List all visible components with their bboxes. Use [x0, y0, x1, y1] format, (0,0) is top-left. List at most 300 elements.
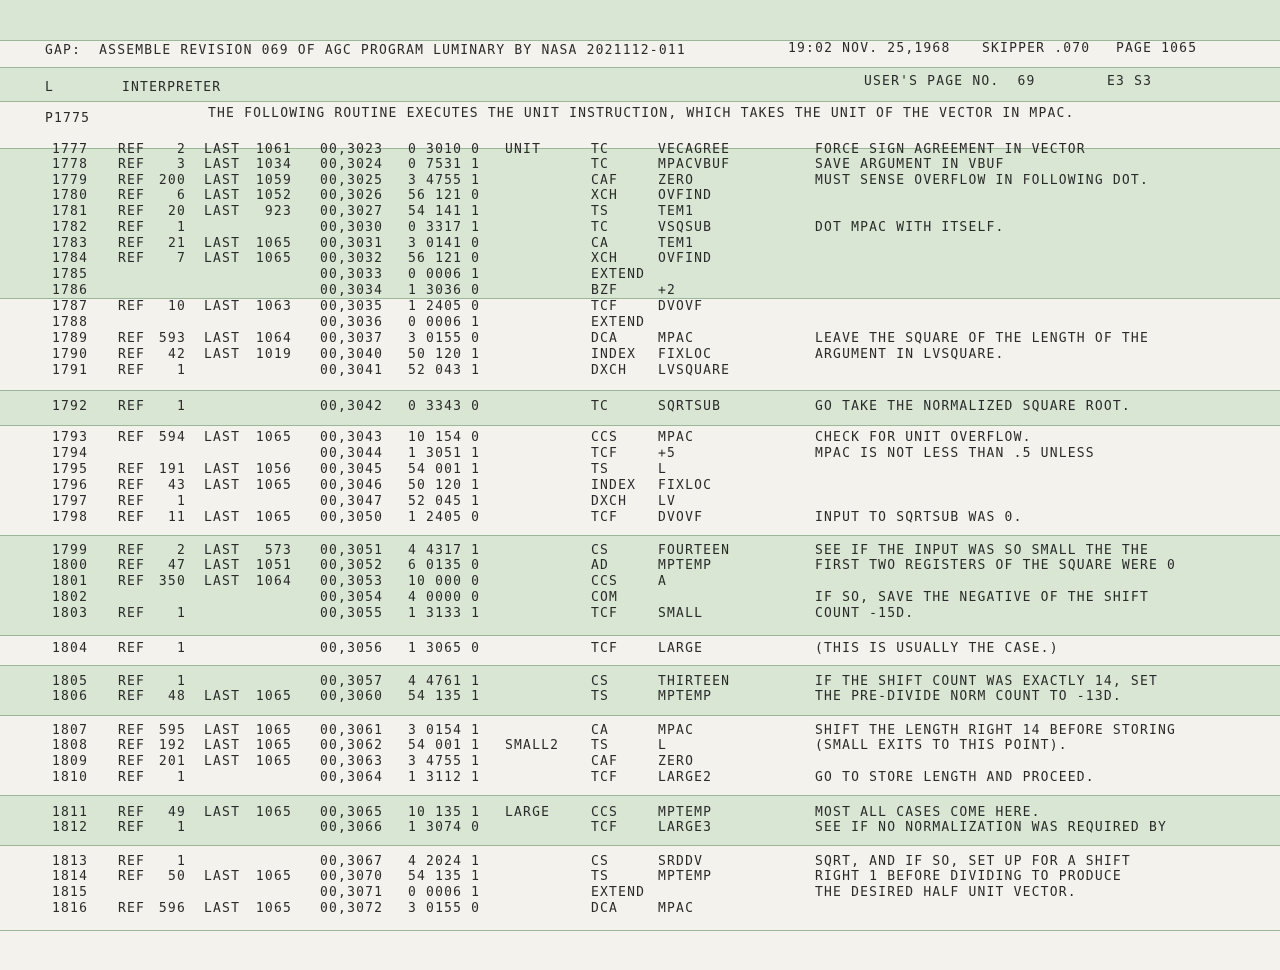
row-op: DCA — [591, 901, 619, 916]
row-line: 1796 — [52, 478, 89, 493]
row-ref: REF — [118, 331, 146, 346]
header-title: GAP: ASSEMBLE REVISION 069 OF AGC PROGRAM LUMINARY BY NASA 2021112-011 — [45, 43, 686, 58]
row-lastn: 1056 — [255, 462, 292, 477]
row-operand: LARGE — [658, 641, 704, 656]
row-n: 192 — [158, 738, 186, 753]
row-line: 1810 — [52, 770, 89, 785]
row-op: TS — [591, 204, 610, 219]
row-last: LAST — [204, 574, 241, 589]
row-op: TCF — [591, 299, 619, 314]
users-page-number: USER'S PAGE NO. 69 — [864, 74, 1036, 89]
row-label: UNIT — [505, 142, 542, 157]
row-operand: MPTEMP — [658, 689, 713, 704]
row-code: 1 2405 0 — [408, 510, 481, 525]
row-last: LAST — [204, 331, 241, 346]
row-ref: REF — [118, 723, 146, 738]
row-op: TCF — [591, 606, 619, 621]
row-lastn: 1034 — [255, 157, 292, 172]
row-operand: DVOVF — [658, 299, 704, 314]
row-last: LAST — [204, 510, 241, 525]
row-operand: MPTEMP — [658, 805, 713, 820]
row-lastn: 1065 — [255, 805, 292, 820]
row-comment: ARGUMENT IN LVSQUARE. — [815, 347, 1005, 362]
row-op: EXTEND — [591, 267, 646, 282]
row-line: 1791 — [52, 363, 89, 378]
listing-row — [0, 606, 1280, 622]
row-operand: FIXLOC — [658, 478, 713, 493]
row-op: CAF — [591, 754, 619, 769]
row-operand: LV — [658, 494, 677, 509]
row-code: 1 3074 0 — [408, 820, 481, 835]
row-lastn: 1061 — [255, 142, 292, 157]
row-addr: 00,3044 — [320, 446, 384, 461]
row-line: 1786 — [52, 283, 89, 298]
row-comment: SEE IF NO NORMALIZATION WAS REQUIRED BY — [815, 820, 1168, 835]
row-n: 1 — [176, 641, 186, 656]
row-line: 1782 — [52, 220, 89, 235]
header-datetime: 19:02 NOV. 25,1968 — [788, 41, 951, 56]
row-n: 1 — [176, 674, 186, 689]
row-operand: MPTEMP — [658, 869, 713, 884]
row-last: LAST — [204, 251, 241, 266]
row-line: 1778 — [52, 157, 89, 172]
row-comment: CHECK FOR UNIT OVERFLOW. — [815, 430, 1032, 445]
row-comment: DOT MPAC WITH ITSELF. — [815, 220, 1005, 235]
row-last: LAST — [204, 157, 241, 172]
row-addr: 00,3056 — [320, 641, 384, 656]
row-addr: 00,3046 — [320, 478, 384, 493]
row-n: 6 — [176, 188, 186, 203]
row-op: CS — [591, 854, 610, 869]
row-comment: INPUT TO SQRTSUB WAS 0. — [815, 510, 1023, 525]
row-addr: 00,3065 — [320, 805, 384, 820]
row-lastn: 1051 — [255, 558, 292, 573]
listing-row — [0, 220, 1280, 236]
row-ref: REF — [118, 251, 146, 266]
row-line: 1788 — [52, 315, 89, 330]
row-n: 595 — [158, 723, 186, 738]
row-comment: SAVE ARGUMENT IN VBUF — [815, 157, 1005, 172]
row-code: 4 4761 1 — [408, 674, 481, 689]
row-n: 350 — [158, 574, 186, 589]
row-line: 1813 — [52, 854, 89, 869]
row-comment: IF SO, SAVE THE NEGATIVE OF THE SHIFT — [815, 590, 1149, 605]
row-ref: REF — [118, 462, 146, 477]
row-line: 1798 — [52, 510, 89, 525]
listing-row — [0, 641, 1280, 657]
row-op: COM — [591, 590, 619, 605]
row-code: 0 0006 1 — [408, 885, 481, 900]
row-ref: REF — [118, 606, 146, 621]
row-addr: 00,3067 — [320, 854, 384, 869]
row-code: 54 001 1 — [408, 738, 481, 753]
row-ref: REF — [118, 543, 146, 558]
row-operand: ZERO — [658, 754, 695, 769]
row-comment: (SMALL EXITS TO THIS POINT). — [815, 738, 1068, 753]
row-operand: MPAC — [658, 331, 695, 346]
row-lastn: 1063 — [255, 299, 292, 314]
row-line: 1802 — [52, 590, 89, 605]
row-op: TS — [591, 689, 610, 704]
listing-row — [0, 142, 1280, 158]
row-addr: 00,3042 — [320, 399, 384, 414]
row-ref: REF — [118, 689, 146, 704]
row-line: 1815 — [52, 885, 89, 900]
row-line: 1792 — [52, 399, 89, 414]
row-operand: SMALL — [658, 606, 704, 621]
listing-row — [0, 157, 1280, 173]
row-op: CCS — [591, 805, 619, 820]
row-op: TCF — [591, 770, 619, 785]
row-code: 1 3112 1 — [408, 770, 481, 785]
row-comment: MUST SENSE OVERFLOW IN FOLLOWING DOT. — [815, 173, 1149, 188]
row-lastn: 923 — [264, 204, 292, 219]
row-code: 4 0000 0 — [408, 590, 481, 605]
row-n: 1 — [176, 770, 186, 785]
row-op: DCA — [591, 331, 619, 346]
row-code: 1 3036 0 — [408, 283, 481, 298]
row-addr: 00,3047 — [320, 494, 384, 509]
row-last: LAST — [204, 558, 241, 573]
row-ref: REF — [118, 805, 146, 820]
row-addr: 00,3045 — [320, 462, 384, 477]
row-line: 1808 — [52, 738, 89, 753]
row-last: LAST — [204, 347, 241, 362]
row-comment: THE PRE-DIVIDE NORM COUNT TO -13D. — [815, 689, 1122, 704]
row-addr: 00,3061 — [320, 723, 384, 738]
row-lastn: 1059 — [255, 173, 292, 188]
row-ref: REF — [118, 820, 146, 835]
row-op: TS — [591, 738, 610, 753]
row-code: 0 0006 1 — [408, 267, 481, 282]
row-line: 1790 — [52, 347, 89, 362]
listing-row — [0, 315, 1280, 331]
row-lastn: 1019 — [255, 347, 292, 362]
row-ref: REF — [118, 478, 146, 493]
row-operand: MPAC — [658, 723, 695, 738]
row-n: 43 — [167, 478, 186, 493]
row-ref: REF — [118, 510, 146, 525]
row-line: 1781 — [52, 204, 89, 219]
row-op: INDEX — [591, 478, 637, 493]
row-n: 1 — [176, 399, 186, 414]
row-ref: REF — [118, 188, 146, 203]
row-op: CCS — [591, 430, 619, 445]
row-code: 6 0135 0 — [408, 558, 481, 573]
row-addr: 00,3054 — [320, 590, 384, 605]
row-code: 3 0155 0 — [408, 331, 481, 346]
listing-row — [0, 869, 1280, 885]
row-n: 21 — [167, 236, 186, 251]
row-comment: FIRST TWO REGISTERS OF THE SQUARE WERE 0 — [815, 558, 1177, 573]
row-lastn: 573 — [264, 543, 292, 558]
row-ref: REF — [118, 641, 146, 656]
row-last: LAST — [204, 188, 241, 203]
row-n: 42 — [167, 347, 186, 362]
listing-row — [0, 347, 1280, 363]
listing-row — [0, 805, 1280, 821]
row-operand: MPACVBUF — [658, 157, 731, 172]
row-line: 1784 — [52, 251, 89, 266]
row-operand: LARGE3 — [658, 820, 713, 835]
listing-row — [0, 558, 1280, 574]
row-ref: REF — [118, 901, 146, 916]
row-addr: 00,3064 — [320, 770, 384, 785]
row-ref: REF — [118, 220, 146, 235]
row-addr: 00,3033 — [320, 267, 384, 282]
row-code: 3 0154 1 — [408, 723, 481, 738]
listing-row — [0, 251, 1280, 267]
row-line: 1811 — [52, 805, 89, 820]
row-ref: REF — [118, 363, 146, 378]
row-op: DXCH — [591, 494, 628, 509]
row-lastn: 1064 — [255, 331, 292, 346]
row-operand: L — [658, 738, 668, 753]
row-addr: 00,3050 — [320, 510, 384, 525]
row-lastn: 1064 — [255, 574, 292, 589]
row-addr: 00,3053 — [320, 574, 384, 589]
row-line: 1807 — [52, 723, 89, 738]
row-code: 3 0141 0 — [408, 236, 481, 251]
row-line: 1814 — [52, 869, 89, 884]
row-line: 1777 — [52, 142, 89, 157]
row-comment: GO TAKE THE NORMALIZED SQUARE ROOT. — [815, 399, 1131, 414]
row-ref: REF — [118, 236, 146, 251]
listing-row — [0, 674, 1280, 690]
row-operand: VSQSUB — [658, 220, 713, 235]
section-name: INTERPRETER — [122, 80, 222, 95]
row-last: LAST — [204, 173, 241, 188]
row-op: TC — [591, 220, 610, 235]
row-last: LAST — [204, 689, 241, 704]
listing-row — [0, 754, 1280, 770]
row-ref: REF — [118, 738, 146, 753]
row-code: 10 135 1 — [408, 805, 481, 820]
row-last: LAST — [204, 754, 241, 769]
listing-row — [0, 885, 1280, 901]
listing-row — [0, 543, 1280, 559]
row-code: 0 0006 1 — [408, 315, 481, 330]
listing-row — [0, 363, 1280, 379]
row-operand: OVFIND — [658, 251, 713, 266]
row-n: 50 — [167, 869, 186, 884]
listing-row — [0, 689, 1280, 705]
row-addr: 00,3063 — [320, 754, 384, 769]
row-ref: REF — [118, 347, 146, 362]
row-n: 201 — [158, 754, 186, 769]
row-n: 1 — [176, 854, 186, 869]
row-lastn: 1065 — [255, 430, 292, 445]
row-last: LAST — [204, 805, 241, 820]
row-ref: REF — [118, 674, 146, 689]
row-comment: SEE IF THE INPUT WAS SO SMALL THE THE — [815, 543, 1149, 558]
row-operand: LARGE2 — [658, 770, 713, 785]
listing-row — [0, 854, 1280, 870]
row-op: CAF — [591, 173, 619, 188]
listing-row — [0, 188, 1280, 204]
row-op: TC — [591, 399, 610, 414]
row-lastn: 1065 — [255, 251, 292, 266]
row-comment: (THIS IS USUALLY THE CASE.) — [815, 641, 1059, 656]
row-line: 1779 — [52, 173, 89, 188]
row-op: TC — [591, 157, 610, 172]
row-last: LAST — [204, 142, 241, 157]
row-n: 11 — [167, 510, 186, 525]
listing-row — [0, 173, 1280, 189]
row-op: XCH — [591, 188, 619, 203]
row-operand: THIRTEEN — [658, 674, 731, 689]
row-op: TS — [591, 462, 610, 477]
row-line: 1793 — [52, 430, 89, 445]
row-line: 1804 — [52, 641, 89, 656]
row-comment: SHIFT THE LENGTH RIGHT 14 BEFORE STORING — [815, 723, 1177, 738]
row-comment: COUNT -15D. — [815, 606, 915, 621]
row-code: 0 7531 1 — [408, 157, 481, 172]
row-last: LAST — [204, 430, 241, 445]
row-label: LARGE — [505, 805, 551, 820]
row-code: 50 120 1 — [408, 347, 481, 362]
row-addr: 00,3051 — [320, 543, 384, 558]
row-addr: 00,3024 — [320, 157, 384, 172]
listing-row — [0, 478, 1280, 494]
row-last: LAST — [204, 236, 241, 251]
listing-row — [0, 399, 1280, 415]
row-ref: REF — [118, 558, 146, 573]
listing-row — [0, 574, 1280, 590]
row-lastn: 1065 — [255, 689, 292, 704]
row-n: 47 — [167, 558, 186, 573]
row-operand: DVOVF — [658, 510, 704, 525]
row-code: 56 121 0 — [408, 188, 481, 203]
row-n: 20 — [167, 204, 186, 219]
row-code: 10 154 0 — [408, 430, 481, 445]
row-line: 1780 — [52, 188, 89, 203]
row-ref: REF — [118, 574, 146, 589]
row-code: 54 135 1 — [408, 689, 481, 704]
row-n: 1 — [176, 494, 186, 509]
listing-row — [0, 738, 1280, 754]
row-n: 1 — [176, 220, 186, 235]
header-page: PAGE 1065 — [1116, 41, 1198, 56]
row-code: 52 045 1 — [408, 494, 481, 509]
page-reference: P1775 — [45, 111, 91, 126]
row-n: 48 — [167, 689, 186, 704]
row-op: CS — [591, 674, 610, 689]
row-line: 1787 — [52, 299, 89, 314]
row-n: 2 — [176, 142, 186, 157]
row-lastn: 1065 — [255, 723, 292, 738]
listing-row — [0, 770, 1280, 786]
row-last: LAST — [204, 478, 241, 493]
row-lastn: 1065 — [255, 510, 292, 525]
row-op: CA — [591, 236, 610, 251]
row-op: TC — [591, 142, 610, 157]
row-n: 1 — [176, 606, 186, 621]
row-code: 1 3065 0 — [408, 641, 481, 656]
row-op: CCS — [591, 574, 619, 589]
row-operand: FIXLOC — [658, 347, 713, 362]
row-lastn: 1065 — [255, 478, 292, 493]
row-n: 1 — [176, 820, 186, 835]
row-comment: IF THE SHIFT COUNT WAS EXACTLY 14, SET — [815, 674, 1159, 689]
row-addr: 00,3043 — [320, 430, 384, 445]
row-lastn: 1065 — [255, 869, 292, 884]
row-last: LAST — [204, 738, 241, 753]
row-n: 2 — [176, 543, 186, 558]
row-op: TCF — [591, 510, 619, 525]
row-last: LAST — [204, 869, 241, 884]
listing-row — [0, 430, 1280, 446]
row-operand: SQRTSUB — [658, 399, 722, 414]
row-lastn: 1065 — [255, 236, 292, 251]
row-ref: REF — [118, 854, 146, 869]
row-op: INDEX — [591, 347, 637, 362]
row-code: 54 001 1 — [408, 462, 481, 477]
row-line: 1783 — [52, 236, 89, 251]
e3s3-label: E3 S3 — [1107, 74, 1153, 89]
row-last: LAST — [204, 462, 241, 477]
row-addr: 00,3057 — [320, 674, 384, 689]
row-operand: LVSQUARE — [658, 363, 731, 378]
listing-row — [0, 236, 1280, 252]
row-comment: GO TO STORE LENGTH AND PROCEED. — [815, 770, 1095, 785]
row-op: TCF — [591, 446, 619, 461]
listing-row — [0, 299, 1280, 315]
row-code: 0 3010 0 — [408, 142, 481, 157]
row-lastn: 1065 — [255, 901, 292, 916]
row-operand: OVFIND — [658, 188, 713, 203]
row-ref: REF — [118, 299, 146, 314]
row-op: TCF — [591, 820, 619, 835]
row-line: 1806 — [52, 689, 89, 704]
row-n: 191 — [158, 462, 186, 477]
row-operand: TEM1 — [658, 204, 695, 219]
row-last: LAST — [204, 204, 241, 219]
row-line: 1785 — [52, 267, 89, 282]
row-operand: +2 — [658, 283, 677, 298]
row-ref: REF — [118, 204, 146, 219]
row-addr: 00,3071 — [320, 885, 384, 900]
row-operand: MPTEMP — [658, 558, 713, 573]
row-code: 52 043 1 — [408, 363, 481, 378]
row-n: 1 — [176, 363, 186, 378]
row-line: 1799 — [52, 543, 89, 558]
listing-row — [0, 462, 1280, 478]
row-addr: 00,3034 — [320, 283, 384, 298]
row-code: 54 141 1 — [408, 204, 481, 219]
row-ref: REF — [118, 494, 146, 509]
row-last: LAST — [204, 543, 241, 558]
listing-row — [0, 590, 1280, 606]
row-last: LAST — [204, 723, 241, 738]
row-code: 0 3343 0 — [408, 399, 481, 414]
listing-row — [0, 446, 1280, 462]
row-code: 3 0155 0 — [408, 901, 481, 916]
row-operand: VECAGREE — [658, 142, 731, 157]
row-code: 3 4755 1 — [408, 754, 481, 769]
row-op: BZF — [591, 283, 619, 298]
section-letter: L — [45, 80, 55, 95]
row-comment: SQRT, AND IF SO, SET UP FOR A SHIFT — [815, 854, 1131, 869]
row-line: 1816 — [52, 901, 89, 916]
row-comment: RIGHT 1 BEFORE DIVIDING TO PRODUCE — [815, 869, 1122, 884]
row-ref: REF — [118, 430, 146, 445]
intro-comment: THE FOLLOWING ROUTINE EXECUTES THE UNIT INSTRUCTION, WHICH TAKES THE UNIT OF THE VECTOR IN MPAC. — [208, 106, 1075, 121]
row-operand: TEM1 — [658, 236, 695, 251]
row-operand: ZERO — [658, 173, 695, 188]
row-n: 10 — [167, 299, 186, 314]
row-addr: 00,3032 — [320, 251, 384, 266]
